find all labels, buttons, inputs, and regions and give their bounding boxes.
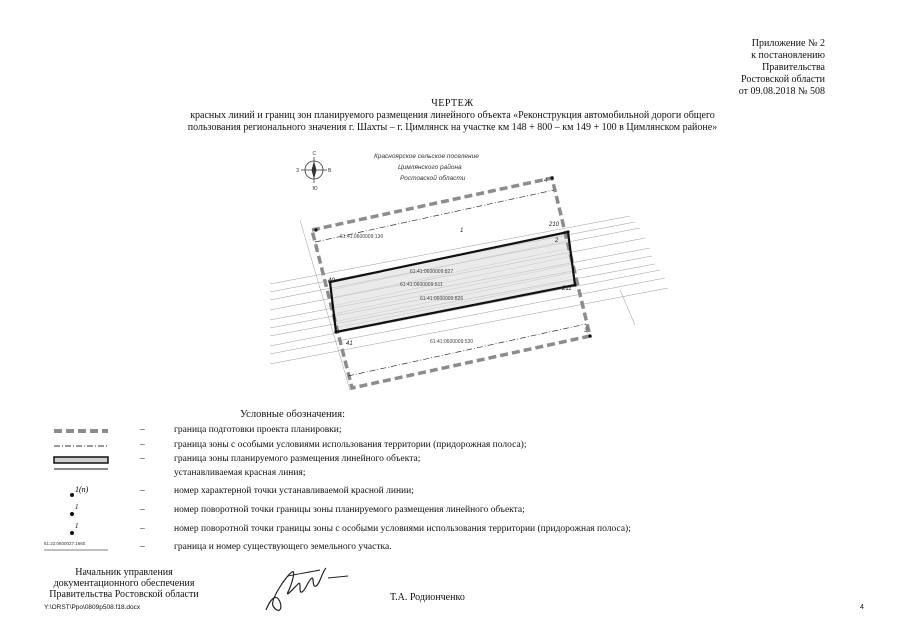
compass-n-label: С xyxy=(312,151,317,157)
appendix-line: Приложение № 2 xyxy=(751,38,825,49)
compass-w-label: З xyxy=(296,168,300,174)
road-band xyxy=(330,232,575,332)
signatory-position: Начальник управления документационного обеспечения Правительства Ростовской области xyxy=(49,567,199,600)
legend-text: граница подготовки проекта планировки; xyxy=(174,425,342,435)
point-label: 2 xyxy=(555,238,559,244)
file-path: Y:\ORST\Ppo\0809p508.f18.docx xyxy=(44,604,141,611)
legend-symbol-redline-point xyxy=(52,484,112,502)
signature-image xyxy=(258,562,353,617)
point-label: 211 xyxy=(562,286,572,292)
parcel-label: 61:41:0600009:136 xyxy=(340,234,384,240)
area-label: Цимлянского района xyxy=(398,164,462,171)
site-plan-drawing xyxy=(290,150,670,400)
appendix-line: Правительства xyxy=(762,62,825,73)
title-heading: ЧЕРТЕЖ xyxy=(431,98,474,109)
svg-text:1(п): 1(п) xyxy=(75,485,89,494)
parcel-label: 61:41:0600009:827 xyxy=(410,269,454,275)
parcel-label: 61:41:0600009:511 xyxy=(400,282,443,288)
legend-symbol-redline xyxy=(52,466,112,484)
legend-item: – граница зоны планируемого размещения линейного объекта; xyxy=(52,452,852,470)
legend-symbol-roadside-point xyxy=(52,522,112,540)
point-label: 210 xyxy=(549,222,560,228)
legend-symbol-parcel xyxy=(44,540,112,558)
point-label: 1 xyxy=(460,228,464,234)
area-label: Красноярское сельское поселение xyxy=(374,153,479,160)
appendix-line: к постановлению xyxy=(751,50,825,61)
legend-item: 1(п) – номер характерной точки устанавливаемой красной линии; xyxy=(52,484,852,502)
compass-e-label: В xyxy=(328,168,332,174)
point-label: 40 xyxy=(328,278,335,284)
legend-text: номер поворотной точки границы зоны планируемого размещения линейного объекта; xyxy=(174,505,525,515)
compass-icon xyxy=(296,151,332,192)
point-label: 41 xyxy=(346,341,353,347)
point-label: 3 xyxy=(584,328,588,334)
page-number: 4 xyxy=(860,604,864,611)
legend-item: – граница зоны с особыми условиями использования территории (придорожная полоса); xyxy=(52,438,852,456)
parcel-label: 61:41:0600009:826 xyxy=(420,296,464,302)
parcel-label: 61:41:0600009:530 xyxy=(430,339,474,345)
area-label: Ростовской области xyxy=(400,175,466,182)
document-title xyxy=(0,98,905,134)
signatory-name: Т.А. Родионченко xyxy=(390,592,465,603)
point-label: 4 xyxy=(544,178,548,184)
svg-text:1: 1 xyxy=(75,503,79,511)
title-line: пользования регионального значения г. Шахты – г. Цимлянск на участке км 148 + 800 – км 149 + 100 в Цимлянском районе» xyxy=(187,122,718,133)
svg-text:1: 1 xyxy=(75,522,79,530)
legend-symbol-zone-point xyxy=(52,503,112,521)
legend-item: – граница подготовки проекта планировки; xyxy=(52,423,852,441)
legend-item: 61:22:0600027:1660 – граница и номер существующего земельного участка. xyxy=(52,540,852,558)
legend-text: граница зоны планируемого размещения линейного объекта; xyxy=(174,454,421,464)
legend-text: граница и номер существующего земельного участка. xyxy=(174,542,392,552)
legend-title: Условные обозначения: xyxy=(240,409,346,420)
legend-text: устанавливаемая красная линия; xyxy=(174,468,306,478)
legend-item: 1 – номер поворотной точки границы зоны с особыми условиями использования территории (придорожная полоса); xyxy=(52,522,852,540)
legend-text: номер характерной точки устанавливаемой красной линии; xyxy=(174,486,414,496)
legend-item: 1 – номер поворотной точки границы зоны планируемого размещения линейного объекта; xyxy=(52,503,852,521)
legend-text: граница зоны с особыми условиями использования территории (придорожная полоса); xyxy=(174,440,527,450)
legend-item xyxy=(52,466,852,484)
legend-text: номер поворотной точки границы зоны с особыми условиями использования территории (придорожная полоса); xyxy=(174,524,631,534)
svg-text:61:22:0600027:1660: 61:22:0600027:1660 xyxy=(44,541,86,546)
appendix-block xyxy=(655,38,825,98)
compass-s-label: Ю xyxy=(312,186,318,192)
appendix-line: от 09.08.2018 № 508 xyxy=(738,86,825,97)
appendix-line: Ростовской области xyxy=(741,74,825,85)
title-line: красных линий и границ зон планируемого размещения линейного объекта «Реконструкция автомобильной дороги общего xyxy=(190,110,715,121)
